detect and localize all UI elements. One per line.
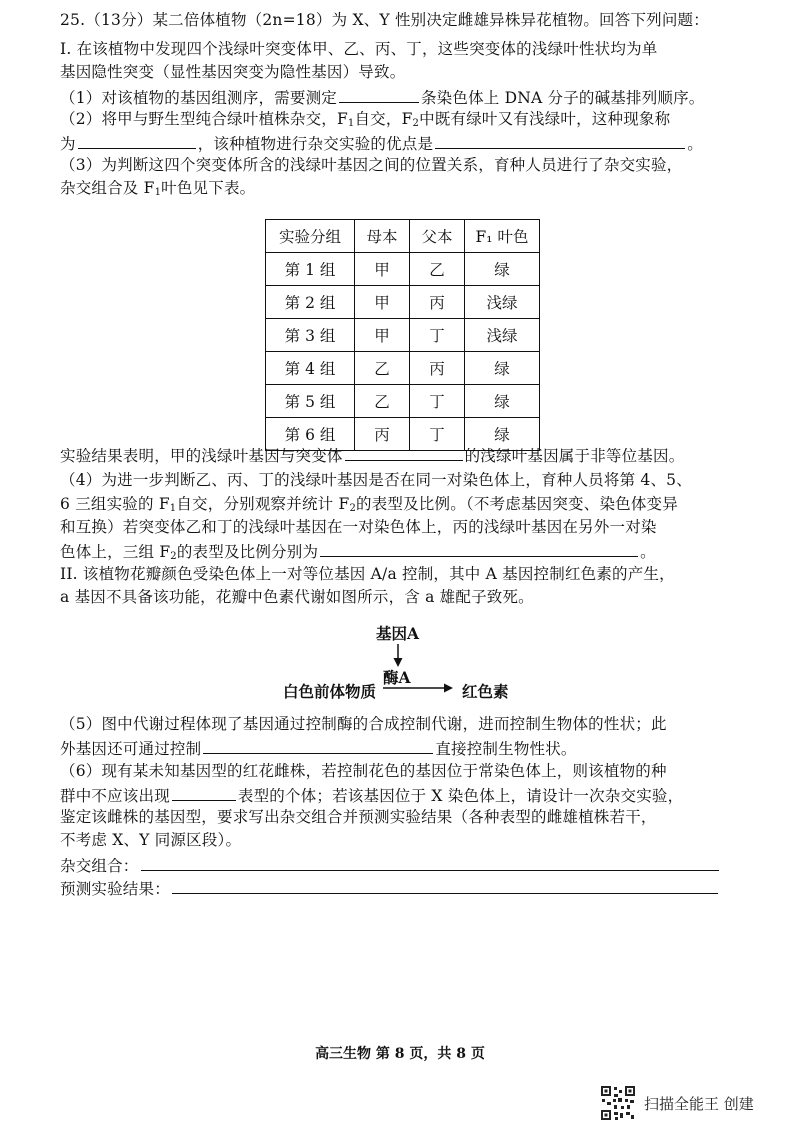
table-cell: 甲 bbox=[355, 286, 410, 319]
question-4-line3: 和互换）若突变体乙和丁的浅绿叶基因在一对染色体上，丙的浅绿叶基因在另外一对染 bbox=[60, 518, 657, 536]
table-cell: 绿 bbox=[465, 253, 540, 286]
table-cell: 第 4 组 bbox=[266, 352, 355, 385]
gene-a-label: 基因A bbox=[376, 624, 420, 643]
table-header-cell: 父本 bbox=[410, 220, 465, 253]
answer-blank-6[interactable] bbox=[172, 783, 236, 801]
part1-line1: I. 在该植物中发现四个浅绿叶突变体甲、乙、丙、丁，这些突变体的浅绿叶性状均为单 bbox=[60, 40, 658, 58]
precursor-label: 白色前体物质 bbox=[283, 682, 377, 701]
table-cell: 第 6 组 bbox=[266, 418, 355, 451]
table-cell: 第 5 组 bbox=[266, 385, 355, 418]
part1-line2: 基因隐性突变（显性基因突变为隐性基因）导致。 bbox=[60, 63, 406, 81]
table-header-cell: 实验分组 bbox=[266, 220, 355, 253]
question-6-line4: 不考虑 X、Y 同源区段）。 bbox=[60, 831, 242, 849]
enzyme-a-label: 酶A bbox=[383, 668, 411, 687]
table-cell: 第 2 组 bbox=[266, 286, 355, 319]
table-cell: 丙 bbox=[410, 286, 465, 319]
question-6-line1: （6）现有某未知基因型的红花雌株，若控制花色的基因位于常染色体上，则该植物的种 bbox=[60, 762, 667, 780]
answer-blank-cross[interactable] bbox=[141, 853, 719, 871]
table-cell: 甲 bbox=[355, 319, 410, 352]
part2-line2: a 基因不具备该功能，花瓣中色素代谢如图所示，含 a 雄配子致死。 bbox=[60, 588, 534, 606]
part2-line1: II. 该植物花瓣颜色受染色体上一对等位基因 A/a 控制，其中 A 基因控制红色素的产生， bbox=[60, 565, 675, 583]
table-cell: 第 1 组 bbox=[266, 253, 355, 286]
experiment-result: 实验结果表明，甲的浅绿叶基因与突变体 的浅绿叶基因属于非等位基因。 bbox=[60, 443, 684, 467]
question-3-line2: 杂交组合及 $F_1$叶色见下表。 bbox=[60, 179, 256, 198]
table-cell: 绿 bbox=[465, 385, 540, 418]
reaction-arrowhead bbox=[444, 684, 453, 693]
table-header-cell: 母本 bbox=[355, 220, 410, 253]
question-4-line4: 色体上，三组 $F_2$的表型及比例分别为 。 bbox=[60, 539, 656, 568]
table-cell: 乙 bbox=[355, 352, 410, 385]
table-cell: 绿 bbox=[465, 352, 540, 385]
question-3-line1: （3）为判断这四个突变体所含的浅绿叶基因之间的位置关系，育种人员进行了杂交实验， bbox=[60, 156, 683, 174]
table-cell: 绿 bbox=[465, 418, 540, 451]
table-cell: 浅绿 bbox=[465, 286, 540, 319]
table-cell: 丁 bbox=[410, 319, 465, 352]
cross-combination-line: 杂交组合： bbox=[60, 853, 721, 877]
scanner-watermark bbox=[600, 1085, 790, 1125]
table-cell: 第 3 组 bbox=[266, 319, 355, 352]
question-25-intro: 25.（13分）某二倍体植物（2n=18）为 X、Y 性别决定雌雄异株异花植物。回答下列问题： bbox=[60, 11, 709, 29]
table-cell: 丁 bbox=[410, 418, 465, 451]
question-2-line2: 为 ，该种植物进行杂交实验的优点是 。 bbox=[60, 131, 703, 155]
table-cell: 乙 bbox=[410, 253, 465, 286]
watermark-text: 扫描全能王 创建 bbox=[644, 1095, 754, 1113]
question-5-line1: （5）图中代谢过程体现了基因通过控制酶的合成控制代谢，进而控制生物体的性状；此 bbox=[60, 715, 667, 733]
table-cell: 丁 bbox=[410, 385, 465, 418]
question-4-line1: （4）为进一步判断乙、丙、丁的浅绿叶基因是否在同一对染色体上，育种人员将第 4、5、 bbox=[60, 471, 692, 489]
question-2-line1: （2）将甲与野生型纯合绿叶植株杂交，$F_1$自交，$F_2$中既有绿叶又有浅绿叶，这种现象称 bbox=[60, 110, 671, 129]
question-1: （1）对该植物的基因组测序，需要测定 条染色体上 DNA 分子的碱基排列顺序。 bbox=[60, 85, 705, 109]
table-cell: 甲 bbox=[355, 253, 410, 286]
table-cell: 丙 bbox=[355, 418, 410, 451]
table-header-cell: F₁ 叶色 bbox=[465, 220, 540, 253]
question-5-line2: 外基因还可通过控制 直接控制生物性状。 bbox=[60, 736, 577, 760]
red-pigment-label: 红色素 bbox=[462, 682, 509, 701]
question-4-line2: 6 三组实验的 $F_1$自交，分别观察并统计 $F_2$的表型及比例。（不考虑基因突变、染色体变异 bbox=[60, 495, 678, 514]
answer-blank-predict[interactable] bbox=[172, 876, 718, 894]
predicted-result-line: 预测实验结果： bbox=[60, 876, 720, 900]
table-cell: 浅绿 bbox=[465, 319, 540, 352]
table-cell: 丙 bbox=[410, 352, 465, 385]
table-cell: 乙 bbox=[355, 385, 410, 418]
qr-code-icon bbox=[600, 1085, 636, 1121]
page-footer: 高三生物 第 8 页，共 8 页 bbox=[315, 1046, 485, 1062]
question-6-line2: 群中不应该出现 表型的个体；若该基因位于 X 染色体上，请设计一次杂交实验， bbox=[60, 783, 683, 807]
question-6-line3: 鉴定该雌株的基因型，要求写出杂交组合并预测实验结果（各种表型的雌雄植株若干， bbox=[60, 808, 657, 826]
answer-blank-5[interactable] bbox=[203, 736, 433, 754]
